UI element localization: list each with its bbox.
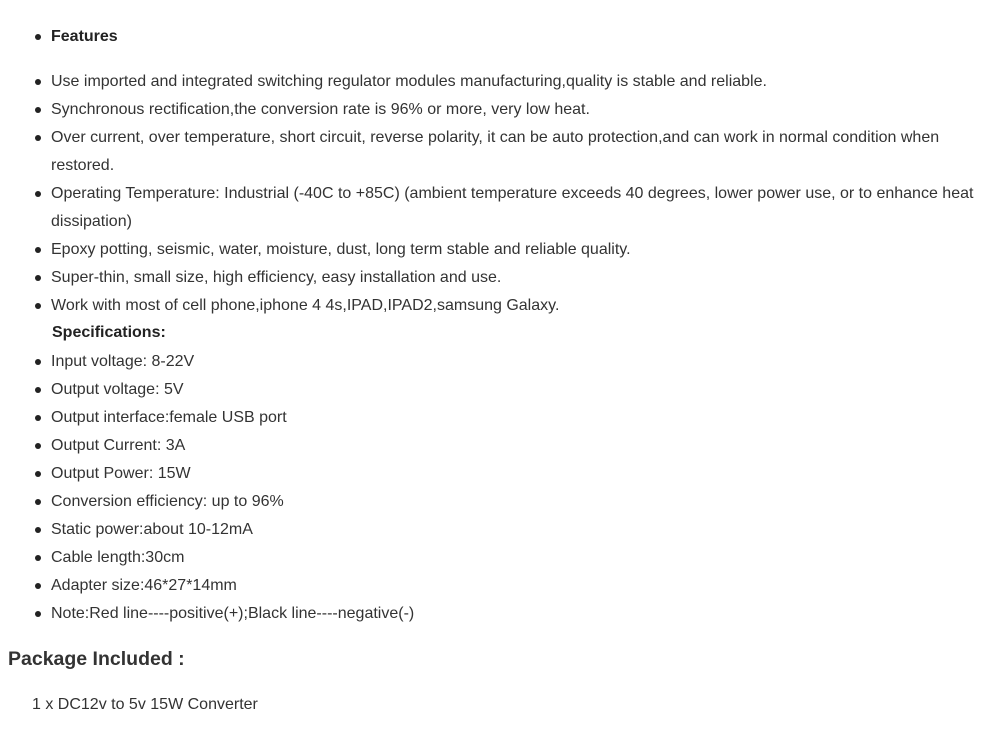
spec-item xyxy=(0,516,993,544)
spec-text: Static power:about 10-12mA xyxy=(51,521,253,538)
feature-item xyxy=(0,96,993,124)
feature-item xyxy=(0,236,993,264)
spec-text: Output Power: 15W xyxy=(51,465,191,482)
feature-text: Work with most of cell phone,iphone 4 4s,IPAD,IPAD2,samsung Galaxy. xyxy=(51,297,560,314)
spec-item xyxy=(0,432,993,460)
bullet-icon xyxy=(35,359,41,365)
bullet-icon xyxy=(35,555,41,561)
spec-item xyxy=(0,600,993,628)
spec-text: Cable length:30cm xyxy=(51,549,185,566)
feature-text: Use imported and integrated switching regulator modules manufacturing,quality is stable and reliable. xyxy=(51,73,767,90)
feature-text: Over current, over temperature, short circuit, reverse polarity, it can be auto protection,and can work in normal condition when restored. xyxy=(51,129,940,174)
spec-item xyxy=(0,460,993,488)
feature-text: Epoxy potting, seismic, water, moisture, dust, long term stable and reliable quality. xyxy=(51,241,631,258)
bullet-icon xyxy=(35,443,41,449)
specifications-heading: Specifications: xyxy=(52,324,166,341)
feature-item xyxy=(0,68,993,96)
bullet-icon xyxy=(35,527,41,533)
package-item: 1 x DC12v to 5v 15W Converter xyxy=(32,696,258,713)
bullet-icon xyxy=(35,415,41,421)
package-heading: Package Included : xyxy=(8,648,185,670)
spec-item xyxy=(0,572,993,600)
bullet-icon xyxy=(35,275,41,281)
spec-item xyxy=(0,404,993,432)
bullet-icon xyxy=(35,583,41,589)
spec-item xyxy=(0,348,993,376)
spec-item xyxy=(0,376,993,404)
features-heading-item xyxy=(0,23,993,51)
feature-item xyxy=(0,264,993,292)
spec-text: Adapter size:46*27*14mm xyxy=(51,577,237,594)
bullet-icon xyxy=(35,107,41,113)
feature-item xyxy=(0,180,993,236)
bullet-icon xyxy=(35,135,41,141)
spec-text: Output Current: 3A xyxy=(51,437,186,454)
bullet-icon xyxy=(35,611,41,617)
specifications-list xyxy=(0,348,993,628)
spec-text: Output voltage: 5V xyxy=(51,381,184,398)
bullet-icon xyxy=(35,499,41,505)
feature-text: Synchronous rectification,the conversion rate is 96% or more, very low heat. xyxy=(51,101,590,118)
features-heading-list xyxy=(0,23,993,51)
feature-item xyxy=(0,124,993,180)
spec-text: Note:Red line----positive(+);Black line----negative(-) xyxy=(51,605,415,622)
feature-text: Operating Temperature: Industrial (-40C to +85C) (ambient temperature exceeds 40 degrees, lower power use, or to enhance heat dissipation) xyxy=(51,185,974,230)
spec-text: Input voltage: 8-22V xyxy=(51,353,195,370)
bullet-icon xyxy=(35,247,41,253)
feature-text: Super-thin, small size, high efficiency, easy installation and use. xyxy=(51,269,502,286)
bullet-icon xyxy=(35,387,41,393)
spec-item xyxy=(0,544,993,572)
bullet-icon xyxy=(35,34,41,40)
spec-text: Conversion efficiency: up to 96% xyxy=(51,493,284,510)
spec-text: Output interface:female USB port xyxy=(51,409,287,426)
bullet-icon xyxy=(35,191,41,197)
feature-item xyxy=(0,292,993,320)
bullet-icon xyxy=(35,79,41,85)
bullet-icon xyxy=(35,303,41,309)
features-list xyxy=(0,68,993,320)
spec-item xyxy=(0,488,993,516)
features-heading: Features xyxy=(51,28,118,45)
bullet-icon xyxy=(35,471,41,477)
